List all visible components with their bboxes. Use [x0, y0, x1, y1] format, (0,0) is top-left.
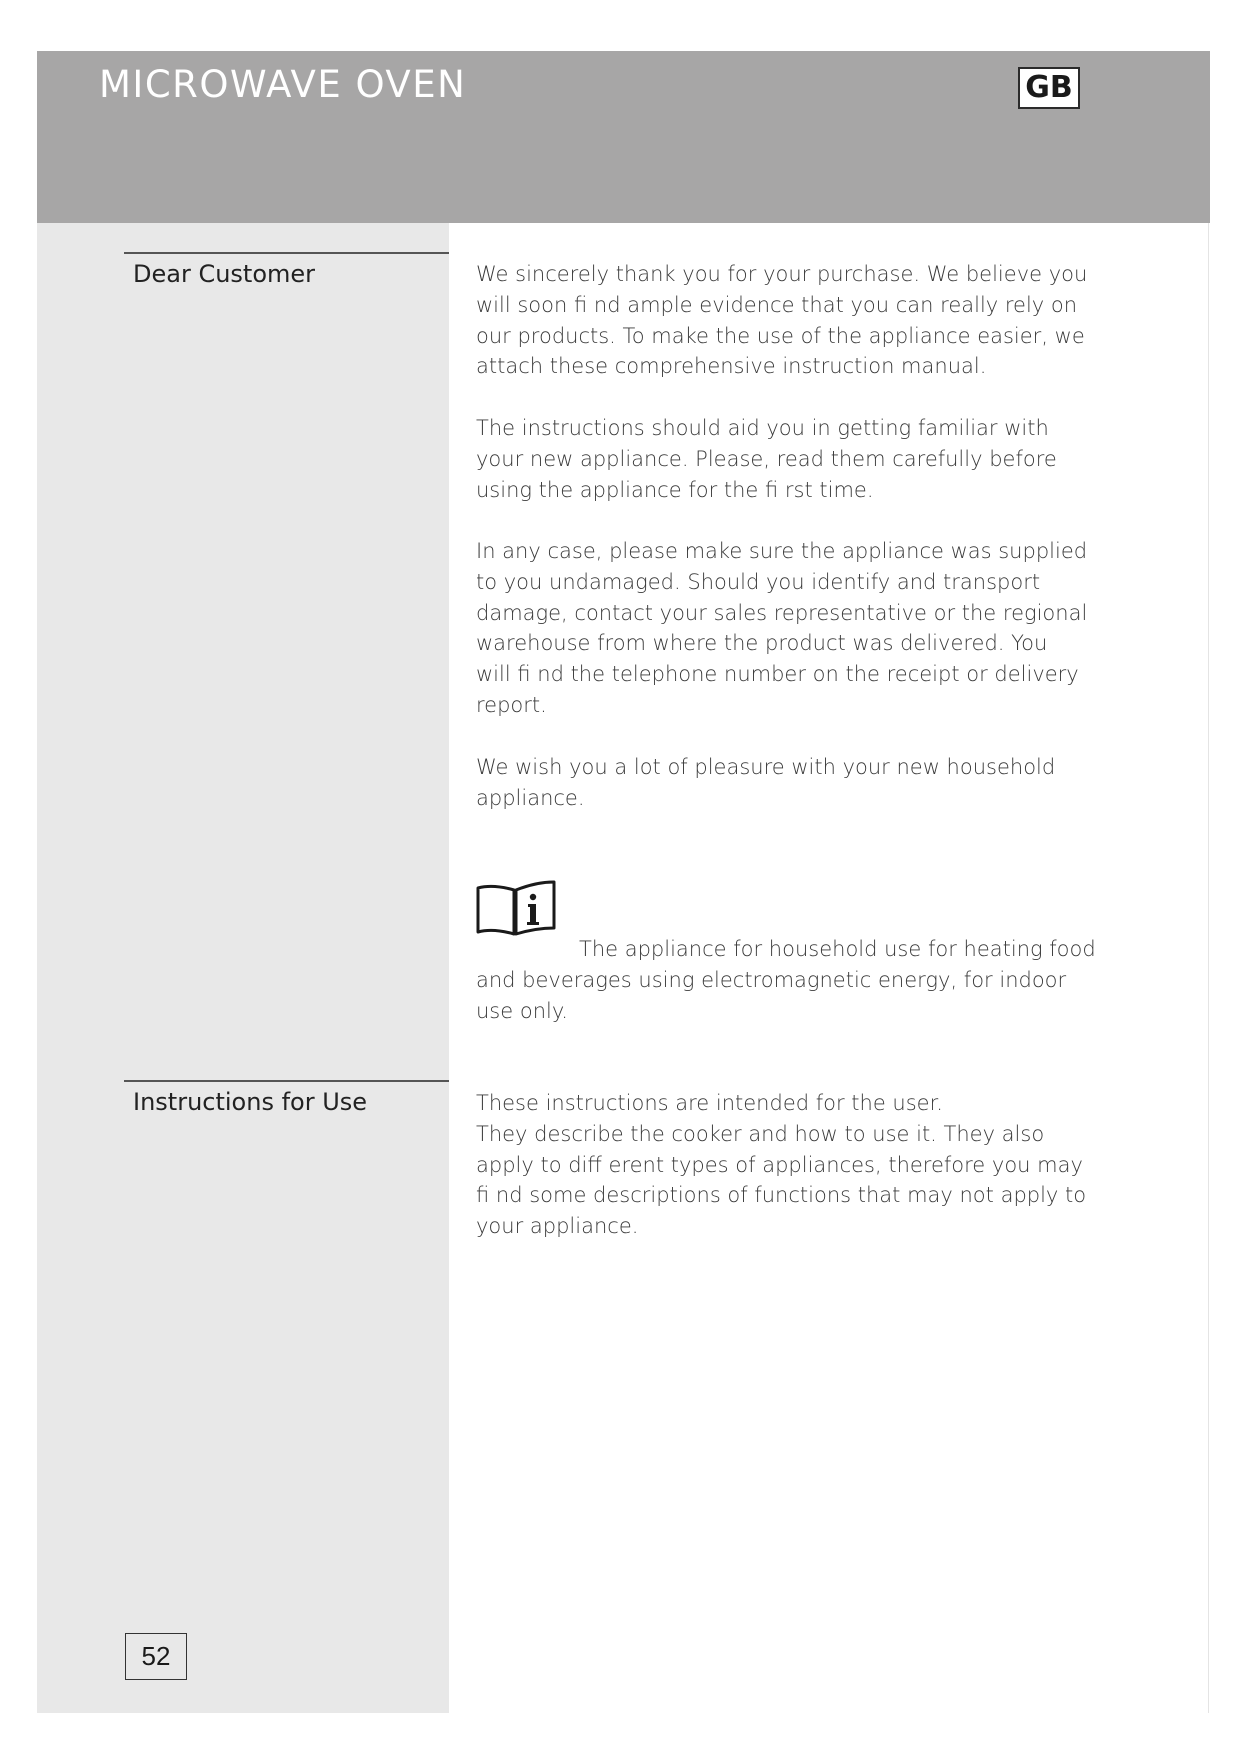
sidebar	[37, 223, 449, 1713]
section-title-dear-customer: Dear Customer	[133, 260, 316, 288]
section-divider	[124, 1080, 449, 1082]
paragraph-instructions-aid: The instructions should aid you in getting familiar with your new appliance. Please, read them carefully before using the appliance for the fi rst time.	[476, 416, 1057, 502]
paragraph-household-use: The appliance for household use for heating food and beverages using electromagnetic energy, for indoor use only.	[476, 937, 1096, 1023]
paragraph-pleasure: We wish you a lot of pleasure with your new household appliance.	[476, 755, 1056, 810]
manual-info-icon	[476, 878, 556, 938]
paragraph-instructions-intended: These instructions are intended for the user. They describe the cooker and how to use it. They also apply to diff erent types of appliances, therefore you may fi nd some descriptions of functions that may not apply to your appliance.	[476, 1091, 1087, 1239]
paragraph-damage-check: In any case, please make sure the appliance was supplied to you undamaged. Should you identify and transport damage, contact your sales representative or the regional warehouse from where the product was delivered. You will fi nd the telephone number on the receipt or delivery report.	[476, 539, 1088, 717]
section-divider	[124, 252, 449, 254]
section-title-instructions-for-use: Instructions for Use	[133, 1088, 368, 1116]
paragraph-thanks: We sincerely thank you for your purchase. We believe you will soon fi nd ample evidence that you can really rely on our products. To make the use of the appliance easier, we attach these comprehensive instruction manual.	[476, 262, 1088, 379]
language-badge: GB	[1018, 67, 1080, 109]
page-number: 52	[125, 1633, 187, 1680]
document-title: MICROWAVE OVEN	[99, 63, 467, 106]
